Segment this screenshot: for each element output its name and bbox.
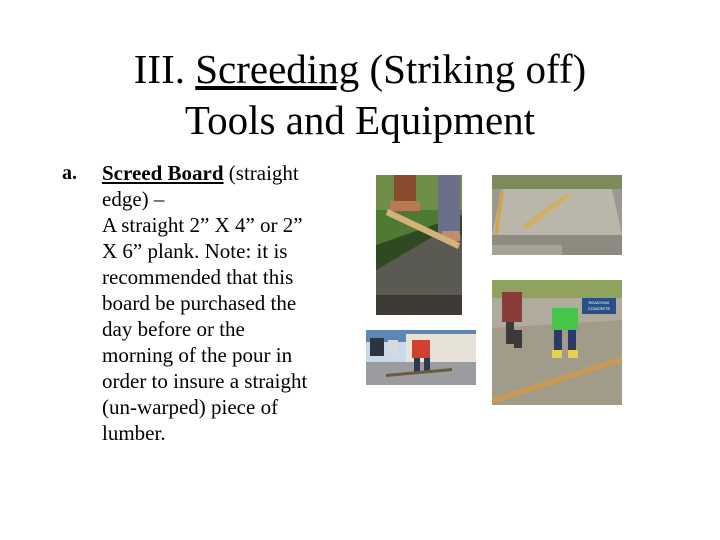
item-line-7: morning of the pour in [102,343,293,367]
photo-screed-workers [376,175,462,315]
item-line-3: X 6” plank. Note: it is [102,239,288,263]
title-line-2: Tools and Equipment [184,97,536,143]
slide-title [0,44,720,146]
photo-formed-slab [492,175,622,255]
item-line-1: edge) – [102,187,165,211]
item-line-5: board be purchased the [102,291,297,315]
title-section-number: III. [133,46,196,92]
title-underlined-term: Screeding [195,46,360,92]
item-line-8: order to insure a straight [102,369,308,393]
title-line-1 [0,44,720,95]
sign-text-line-1: READYMIX [588,300,610,305]
item-line-6: day before or the [102,317,245,341]
item-line-0: (straight [223,161,299,185]
sign-text-line-2: CONCRETE [587,306,611,311]
title-parenthetical: (Striking off) [359,46,587,92]
item-line-10: lumber. [102,421,166,445]
item-line-9: (un-warped) piece of [102,395,279,419]
list-marker: a. [62,162,77,184]
item-term: Screed Board [102,161,224,185]
photo-screeding-concrete [492,280,622,405]
photo-worker-screeding [366,330,476,385]
item-line-4: recommended that this [102,265,294,289]
item-line-2: A straight 2” X 4” or 2” [102,213,303,237]
item-description [102,160,352,446]
